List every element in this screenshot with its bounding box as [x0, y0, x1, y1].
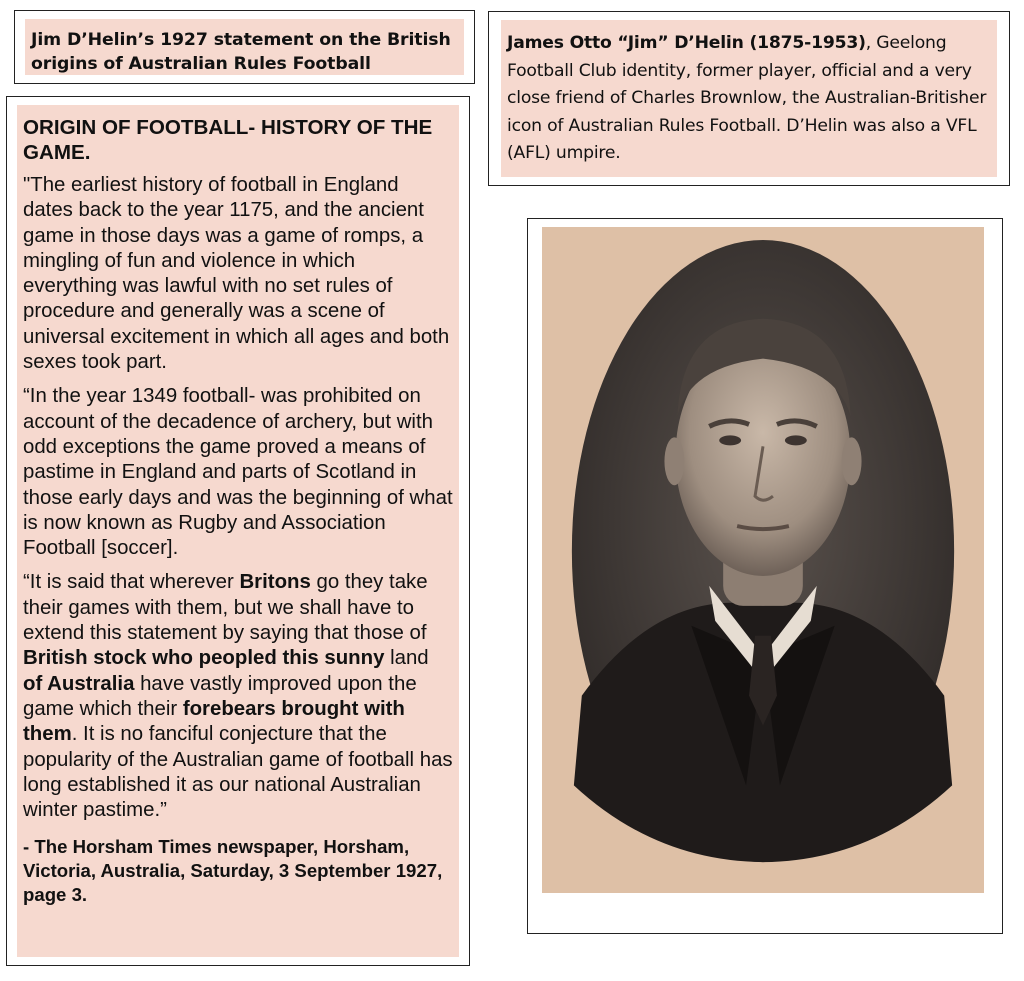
article-panel: [17, 105, 459, 957]
title-box: [14, 10, 475, 84]
portrait-photo: [542, 227, 984, 893]
p3-bold: of Australia: [23, 672, 135, 695]
article-paragraph-1: "The earliest history of football in England dates back to the year 1175, and the ancient game in those days was a game of romps, a mingling of fun and violence in which everything was lawful with no set rules of procedure and generally was a scene of universal excitement in which all ages and both sexes took part.: [23, 174, 450, 374]
bio-name: James Otto “Jim” D’Helin (1875-1953): [507, 33, 866, 53]
title-text: Jim D’Helin’s 1927 statement on the British origins of Australian Rules Football: [31, 30, 451, 74]
photo-box: [527, 218, 1003, 934]
p3-bold: British stock who peopled this sunny: [23, 647, 385, 670]
article-source: - The Horsham Times newspaper, Horsham, Victoria, Australia, Saturday, 3 September 1927, page 3.: [23, 836, 443, 906]
article-box: [6, 96, 470, 966]
article-paragraph-2: “In the year 1349 football- was prohibited on account of the decadence of archery, but with odd exceptions the game proved a means of pastime in England and parts of Scotland in those early days and was the beginning of what is now known as Rugby and Association Football [soccer].: [23, 385, 453, 560]
bio-panel: [501, 20, 997, 177]
p3-part: “It is said that wherever: [23, 571, 240, 594]
bio-text: [507, 30, 991, 168]
title-panel: [25, 19, 464, 75]
bio-box: [488, 11, 1010, 186]
p3-part: . It is no fanciful conjecture that the popularity of the Australian game of football has long established it as our national Australian winter pastime.”: [23, 723, 453, 822]
article-paragraph-3: [23, 570, 453, 823]
p3-bold: forebears brought with them: [23, 697, 405, 746]
p3-part: land: [384, 647, 429, 670]
p3-part: go they take their games with them, but we shall have to extend this statement by saying that those of: [23, 571, 428, 645]
article-heading: ORIGIN OF FOOTBALL- HISTORY OF THE GAME.: [23, 116, 433, 164]
portrait-illustration: [542, 227, 984, 893]
p3-bold: Britons: [239, 571, 311, 594]
p3-part: have vastly improved upon the game which their: [23, 672, 417, 720]
bio-description: , Geelong Football Club identity, former player, official and a very close friend of Charles Brownlow, the Australian-Britisher icon of Australian Rules Football. D’Helin was also a VFL (AFL) umpire.: [507, 33, 987, 164]
